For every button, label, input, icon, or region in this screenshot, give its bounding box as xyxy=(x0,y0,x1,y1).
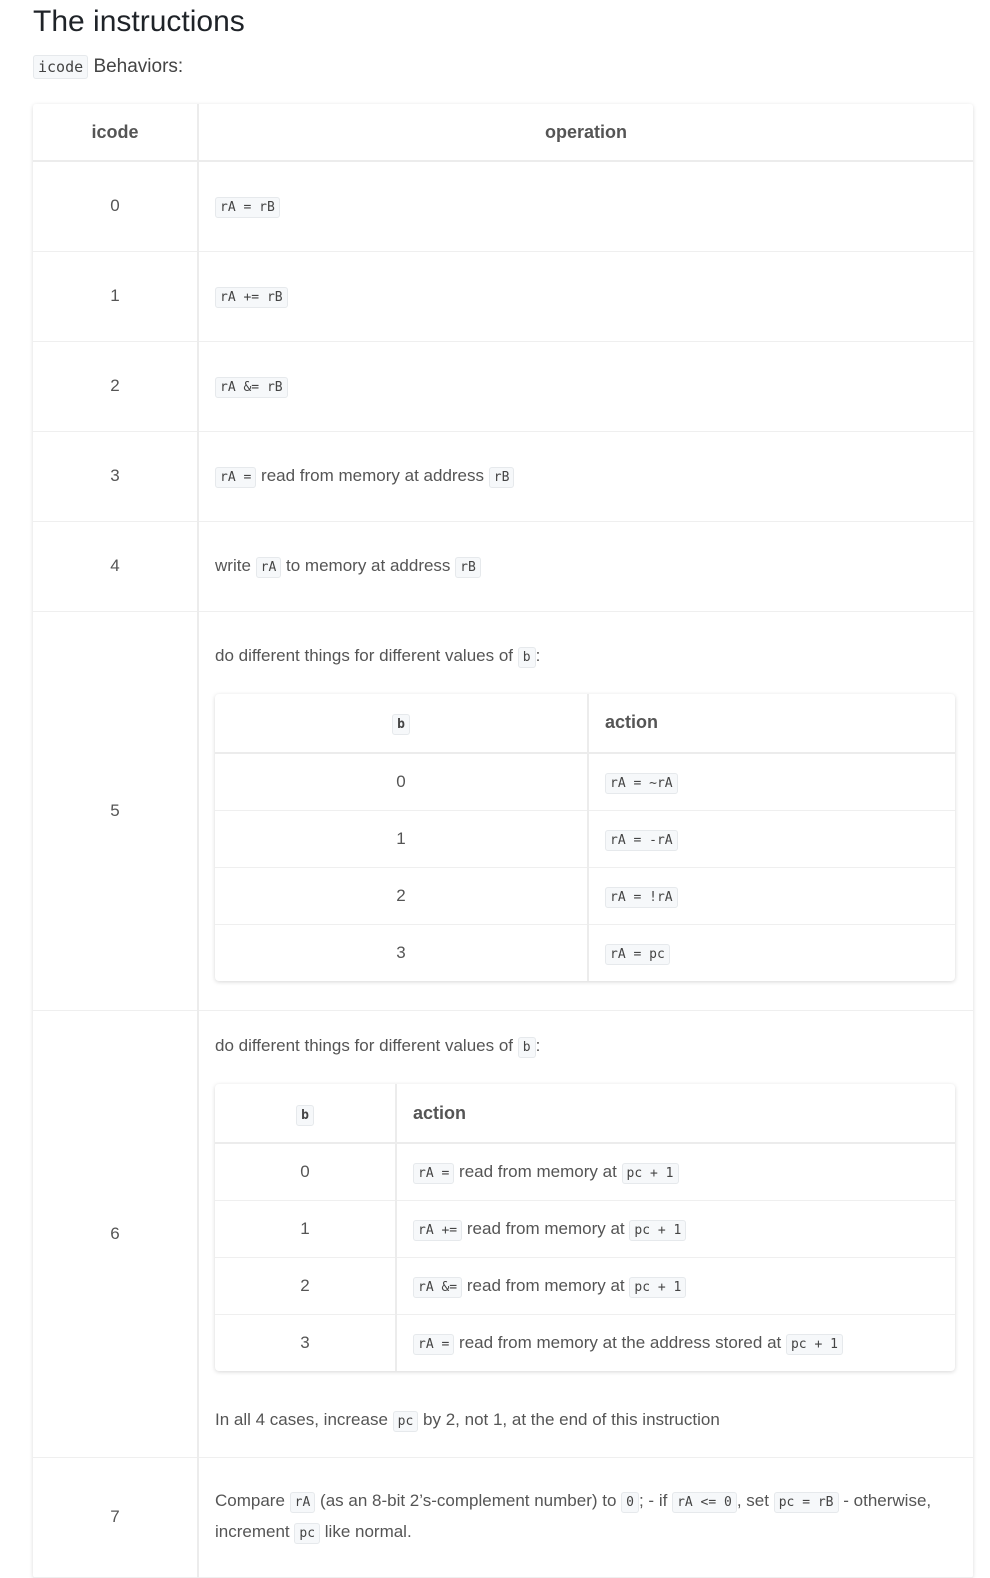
inline-code: rA += xyxy=(413,1220,462,1241)
action-text: read from memory at the address stored at xyxy=(459,1333,782,1352)
operation-text: by 2, not 1, at the end of this instruction xyxy=(423,1410,720,1429)
action-cell xyxy=(396,1201,955,1258)
table-row xyxy=(33,161,973,251)
inline-code: rA &= xyxy=(413,1277,462,1298)
operation-cell xyxy=(198,521,973,611)
action-text: read from memory at xyxy=(466,1276,625,1295)
b-value-cell: 2 xyxy=(215,867,588,924)
table-row xyxy=(33,251,973,341)
icode-cell: 6 xyxy=(33,1010,198,1457)
operation-text: (as an 8-bit 2’s-complement number) to xyxy=(320,1491,617,1510)
operation-text: to memory at address xyxy=(286,556,451,575)
operation-text: ; - if xyxy=(638,1491,668,1510)
table-row xyxy=(33,611,973,1010)
instructions-table-card xyxy=(33,104,973,1578)
operation-cell xyxy=(198,1457,973,1577)
operation-cell xyxy=(198,611,973,1010)
b-value-cell: 3 xyxy=(215,924,588,981)
action-text: read from memory at xyxy=(459,1162,617,1181)
action-cell xyxy=(588,867,955,924)
b-action-table xyxy=(215,694,955,981)
sub-table-row xyxy=(215,1201,955,1258)
b-value-cell: 0 xyxy=(215,753,588,811)
icode-cell: 4 xyxy=(33,521,198,611)
inline-code: pc + 1 xyxy=(629,1220,686,1241)
inline-code: 0 xyxy=(621,1492,639,1513)
inline-code: rA = pc xyxy=(605,944,670,965)
inline-code: rA xyxy=(256,557,282,578)
operation-text: , set xyxy=(736,1491,769,1510)
page-title: The instructions xyxy=(33,5,245,38)
column-header-b xyxy=(215,1084,396,1143)
table-row xyxy=(33,341,973,431)
inline-code: pc xyxy=(294,1523,320,1544)
sub-table-row xyxy=(215,1315,955,1372)
sub-table-row xyxy=(215,810,955,867)
inline-code: rA = xyxy=(413,1163,454,1184)
action-cell xyxy=(396,1258,955,1315)
inline-code: pc + 1 xyxy=(629,1277,686,1298)
operation-cell xyxy=(198,161,973,251)
action-cell xyxy=(588,753,955,811)
table-header-row xyxy=(33,104,973,161)
inline-code: pc xyxy=(393,1411,419,1432)
sub-table-row xyxy=(215,924,955,981)
inline-code: icode xyxy=(33,55,88,79)
column-header-action: action xyxy=(588,694,955,753)
inline-code: b xyxy=(518,647,536,668)
operation-paragraph xyxy=(215,641,955,672)
operation-text: do different things for different values of xyxy=(215,645,514,665)
icode-cell: 5 xyxy=(33,611,198,1010)
inline-code: rA xyxy=(290,1492,316,1513)
sub-table-row xyxy=(215,867,955,924)
column-header-action: action xyxy=(396,1084,955,1143)
inline-code: pc + 1 xyxy=(786,1334,843,1355)
operation-text: like normal. xyxy=(324,1522,412,1541)
icode-cell: 7 xyxy=(33,1457,198,1577)
sub-table-card xyxy=(215,694,955,981)
inline-code: rA += rB xyxy=(215,287,288,308)
operation-paragraph xyxy=(215,1405,955,1436)
action-cell xyxy=(396,1315,955,1372)
b-action-table xyxy=(215,1084,955,1371)
b-value-cell: 1 xyxy=(215,1201,396,1258)
table-row xyxy=(33,521,973,611)
inline-code: rA <= 0 xyxy=(672,1492,737,1513)
operation-text: do different things for different values of xyxy=(215,1036,514,1055)
inline-code: rA = xyxy=(413,1334,454,1355)
action-cell xyxy=(588,810,955,867)
inline-code: b xyxy=(392,714,410,735)
b-value-cell: 0 xyxy=(215,1143,396,1201)
inline-code: pc = rB xyxy=(774,1492,839,1513)
intro-text: Behaviors: xyxy=(93,56,184,77)
action-cell xyxy=(588,924,955,981)
sub-table-row xyxy=(215,1143,955,1201)
operation-text: : xyxy=(535,645,541,665)
intro-line xyxy=(33,54,957,80)
icode-cell: 3 xyxy=(33,431,198,521)
inline-code: rB xyxy=(489,467,515,488)
inline-code: rA = rB xyxy=(215,197,280,218)
b-value-cell: 2 xyxy=(215,1258,396,1315)
operation-cell xyxy=(198,431,973,521)
sub-table-header-row xyxy=(215,1084,955,1143)
operation-text: In all 4 cases, increase xyxy=(215,1410,388,1429)
operation-text: : xyxy=(535,1036,541,1055)
sub-table-row xyxy=(215,1258,955,1315)
operation-cell xyxy=(198,1010,973,1457)
table-row xyxy=(33,1457,973,1577)
operation-text: read from memory at address xyxy=(261,466,485,485)
operation-text: otherwise, increment xyxy=(215,1491,932,1541)
table-row xyxy=(33,431,973,521)
b-value-cell: 3 xyxy=(215,1315,396,1372)
operation-text: write xyxy=(215,556,251,575)
operation-cell xyxy=(198,341,973,431)
table-row xyxy=(33,1010,973,1457)
inline-code: rB xyxy=(455,557,481,578)
b-value-cell: 1 xyxy=(215,810,588,867)
inline-code: b xyxy=(518,1037,536,1058)
sub-table-card xyxy=(215,1084,955,1371)
inline-code: rA = ~rA xyxy=(605,773,678,794)
operation-text: - xyxy=(843,1491,849,1510)
sub-table-header-row xyxy=(215,694,955,753)
sub-table-row xyxy=(215,753,955,811)
operation-text: Compare xyxy=(215,1491,285,1510)
operation-paragraph xyxy=(215,1486,955,1548)
column-header-icode: icode xyxy=(33,104,198,161)
operation-cell xyxy=(198,251,973,341)
inline-code: b xyxy=(296,1105,314,1126)
inline-code: rA &= rB xyxy=(215,377,288,398)
instructions-table xyxy=(33,104,973,1578)
icode-cell: 2 xyxy=(33,341,198,431)
column-header-b xyxy=(215,694,588,753)
inline-code: rA = xyxy=(215,467,256,488)
icode-cell: 1 xyxy=(33,251,198,341)
inline-code: rA = !rA xyxy=(605,887,678,908)
action-text: read from memory at xyxy=(466,1219,625,1238)
icode-cell: 0 xyxy=(33,161,198,251)
inline-code: pc + 1 xyxy=(622,1163,679,1184)
action-cell xyxy=(396,1143,955,1201)
operation-paragraph xyxy=(215,1031,955,1062)
column-header-operation: operation xyxy=(198,104,973,161)
inline-code: rA = -rA xyxy=(605,830,678,851)
